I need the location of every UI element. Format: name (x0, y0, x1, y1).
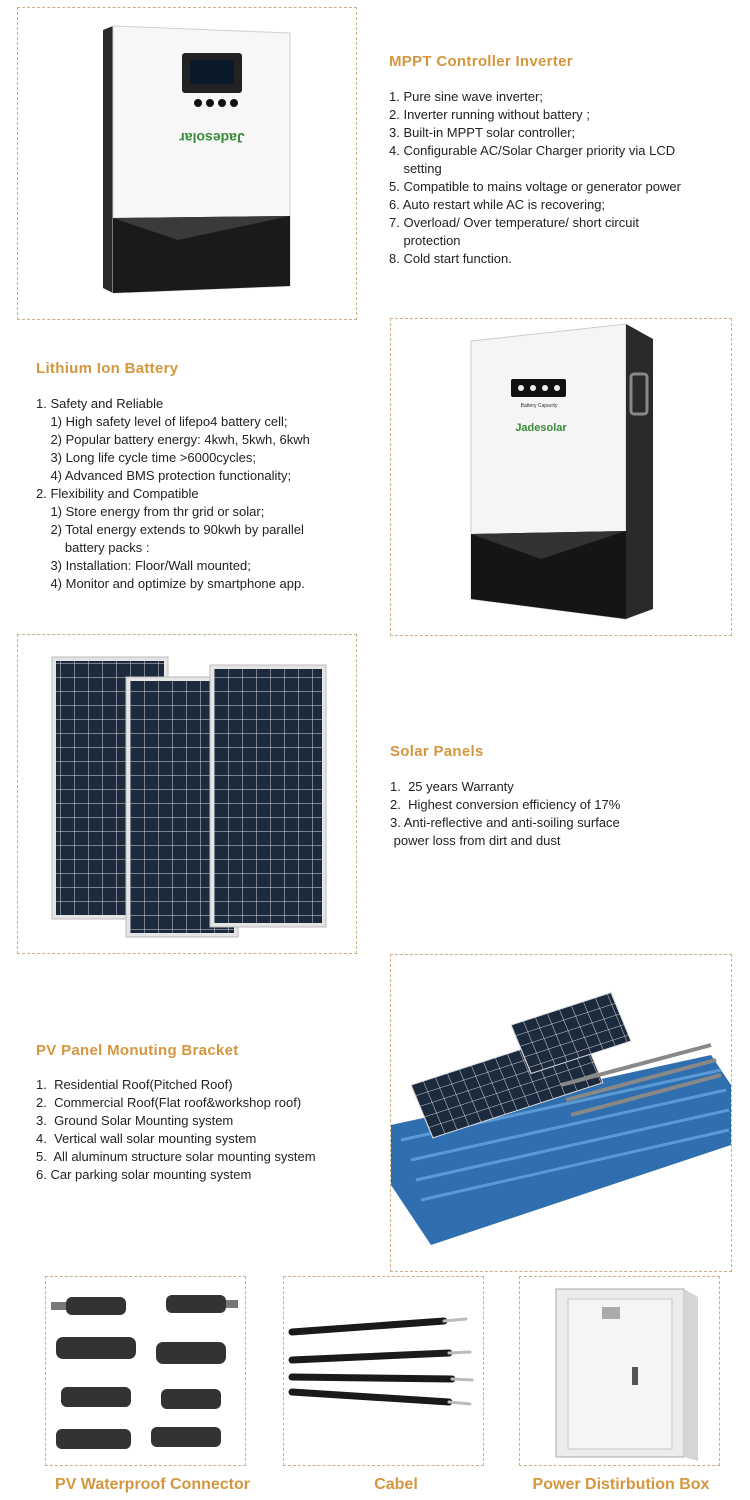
list-item: 4. Configurable AC/Solar Charger priority via LCD (389, 143, 676, 158)
list-item: power loss from dirt and dust (390, 833, 561, 848)
list-item: 3. Anti-reflective and anti-soiling surface (390, 815, 620, 830)
connector-image-frame (45, 1276, 246, 1466)
connector-caption: PV Waterproof Connector (55, 1476, 250, 1493)
bracket-title: PV Panel Monuting Bracket (36, 1042, 239, 1059)
list-item: 1. Safety and Reliable (36, 396, 164, 411)
list-item: 4. Vertical wall solar mounting system (36, 1131, 257, 1146)
solar-panels-feature-list (390, 778, 620, 850)
list-item: protection (389, 233, 461, 248)
list-item: 4) Monitor and optimize by smartphone app. (36, 576, 305, 591)
list-item: 2. Flexibility and Compatible (36, 486, 199, 501)
list-item: 6. Auto restart while AC is recovering; (389, 197, 606, 212)
solar-panels-image-frame (17, 634, 357, 954)
list-item: 8. Cold start function. (389, 251, 512, 266)
list-item: 6. Car parking solar mounting system (36, 1167, 252, 1182)
battery-logo-text: Jadesolar (515, 422, 567, 434)
battery-image-frame (390, 318, 732, 636)
inverter-logo-text: Jadesolar (179, 130, 245, 146)
solar-panels-image (18, 635, 356, 953)
list-item: 3) Installation: Floor/Wall mounted; (36, 558, 251, 573)
list-item: 1. Pure sine wave inverter; (389, 89, 543, 104)
bracket-image (391, 955, 731, 1271)
list-item: battery packs : (36, 540, 150, 555)
list-item: 3. Ground Solar Mounting system (36, 1113, 234, 1128)
list-item: 2. Inverter running without battery ; (389, 107, 590, 122)
inverter-title: MPPT Controller Inverter (389, 53, 573, 70)
list-item: 1) High safety level of lifepo4 battery cell; (36, 414, 288, 429)
list-item: 5. Compatible to mains voltage or generator power (389, 179, 681, 194)
list-item: 2) Total energy extends to 90kwh by parallel (36, 522, 304, 537)
inverter-image (18, 8, 356, 319)
list-item: 1. 25 years Warranty (390, 779, 514, 794)
cable-image-frame (283, 1276, 484, 1466)
distribution-box-image-frame (519, 1276, 720, 1466)
list-item: 7. Overload/ Over temperature/ short circuit (389, 215, 639, 230)
battery-feature-list (36, 395, 310, 593)
list-item: 2. Highest conversion efficiency of 17% (390, 797, 621, 812)
cable-caption: Cabel (374, 1476, 418, 1493)
distribution-box-caption: Power Distirbution Box (532, 1476, 710, 1493)
list-item: 1) Store energy from thr grid or solar; (36, 504, 265, 519)
list-item: 3. Built-in MPPT solar controller; (389, 125, 576, 140)
battery-image (391, 319, 731, 635)
solar-panels-title: Solar Panels (390, 743, 484, 760)
list-item: 2) Popular battery energy: 4kwh, 5kwh, 6kwh (36, 432, 310, 447)
battery-panel-label: Battery Capacity (520, 403, 558, 409)
inverter-feature-list (389, 88, 681, 268)
list-item: 2. Commercial Roof(Flat roof&workshop roof) (36, 1095, 302, 1110)
bracket-feature-list (36, 1076, 316, 1184)
list-item: 5. All aluminum structure solar mounting system (36, 1149, 316, 1164)
battery-title: Lithium Ion Battery (36, 360, 179, 377)
inverter-image-frame (17, 7, 357, 320)
list-item: 4) Advanced BMS protection functionality; (36, 468, 292, 483)
cable-image (284, 1277, 483, 1465)
list-item: setting (389, 161, 442, 176)
list-item: 3) Long life cycle time >6000cycles; (36, 450, 257, 465)
list-item: 1. Residential Roof(Pitched Roof) (36, 1077, 233, 1092)
distribution-box-image (520, 1277, 719, 1465)
connector-image (46, 1277, 245, 1465)
bracket-image-frame (390, 954, 732, 1272)
